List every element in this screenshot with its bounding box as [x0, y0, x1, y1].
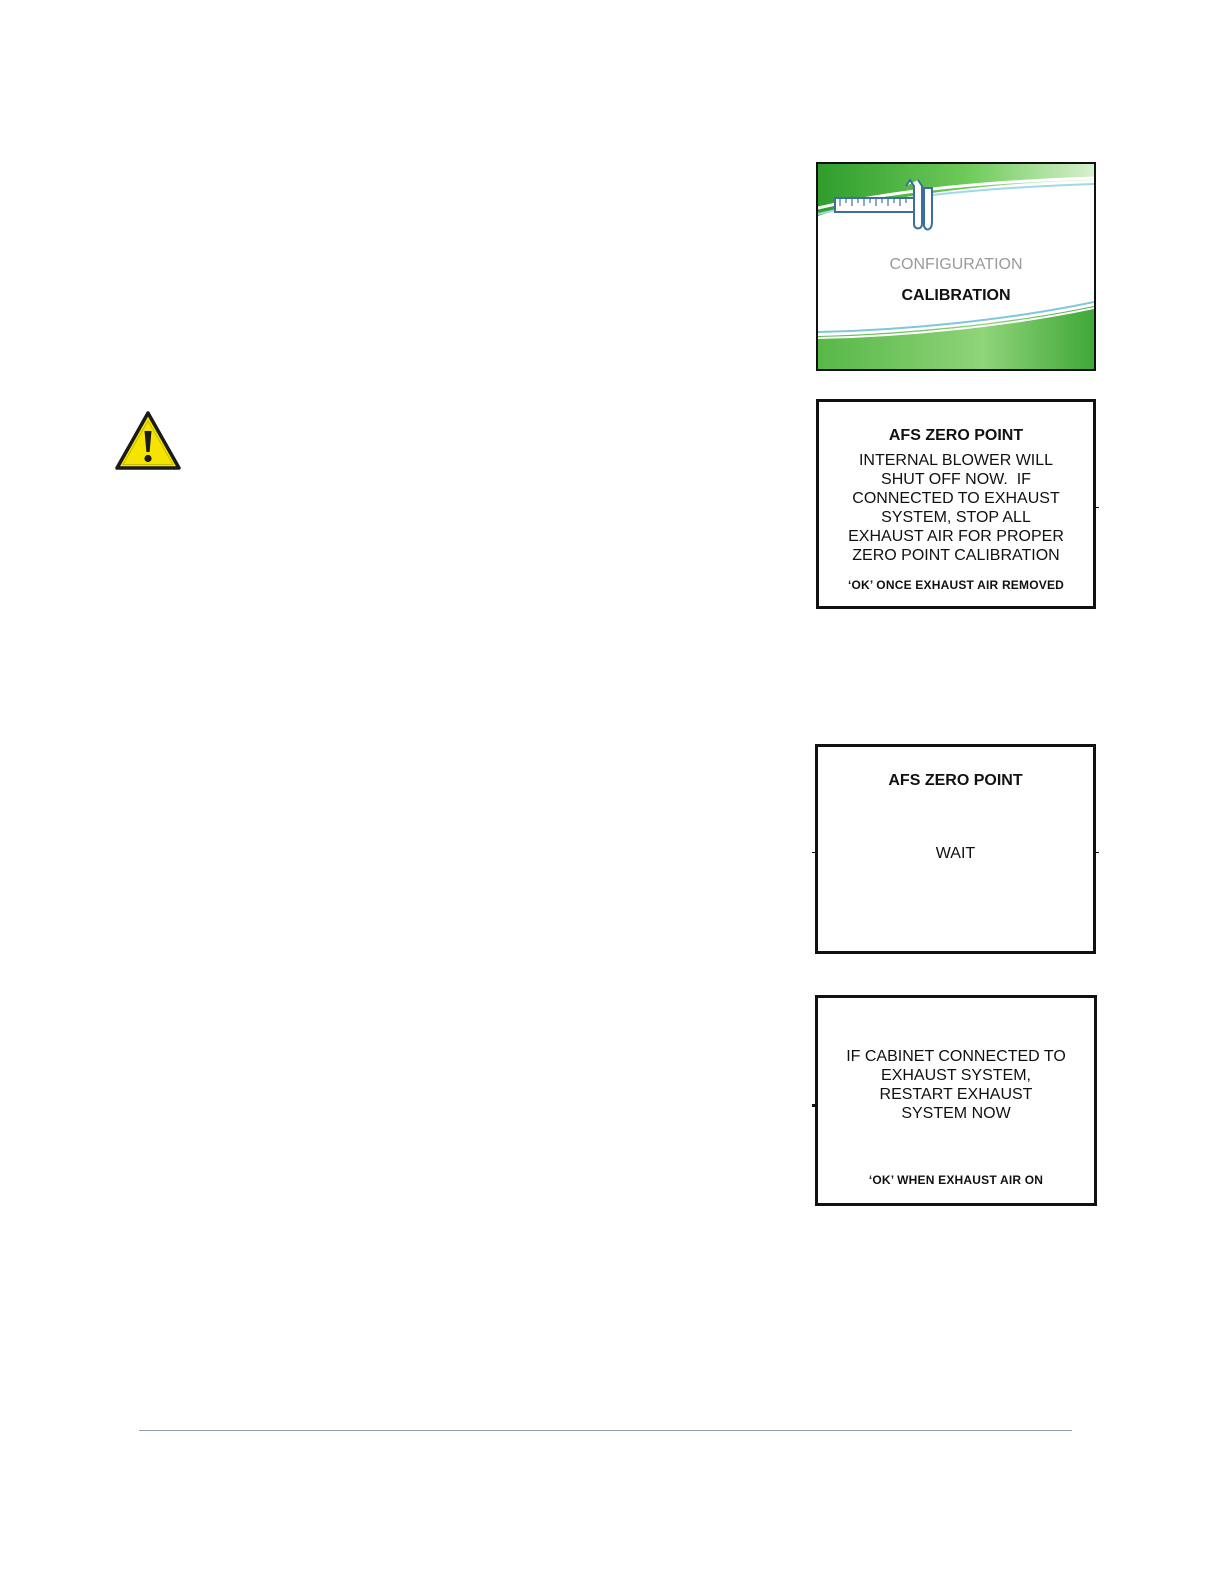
side-tick-mark: [812, 852, 815, 853]
footer-divider: [139, 1430, 1072, 1431]
instruction-line: EXHAUST AIR FOR PROPER: [848, 528, 1064, 545]
calibration-menu-screen: [816, 162, 1096, 371]
instruction-line: SHUT OFF NOW. IF: [881, 471, 1031, 488]
screen-title: AFS ZERO POINT: [888, 427, 1024, 444]
side-tick-mark: [812, 1104, 815, 1107]
instruction-line: SYSTEM, STOP ALL: [881, 509, 1031, 526]
instruction-line: EXHAUST SYSTEM,: [881, 1067, 1031, 1084]
wait-status: WAIT: [935, 845, 976, 862]
instruction-line: RESTART EXHAUST: [879, 1086, 1033, 1103]
menu-item-configuration: CONFIGURATION: [889, 256, 1023, 273]
ok-prompt: ‘OK’ ONCE EXHAUST AIR REMOVED: [847, 578, 1065, 592]
instruction-text: [818, 1047, 1094, 1123]
warning-triangle-icon: [114, 410, 182, 472]
instruction-line: INTERNAL BLOWER WILL: [858, 452, 1054, 469]
instruction-text: [819, 451, 1093, 565]
side-tick-mark: [1096, 507, 1099, 508]
instruction-line: IF CABINET CONNECTED TO: [846, 1048, 1066, 1065]
restart-exhaust-screen: [815, 995, 1097, 1206]
side-tick-mark: [1096, 852, 1099, 853]
instruction-line: ZERO POINT CALIBRATION: [852, 547, 1060, 564]
menu-item-calibration: CALIBRATION: [901, 287, 1011, 304]
afs-zero-point-wait-screen: [815, 744, 1096, 954]
screen-title: AFS ZERO POINT: [888, 772, 1023, 789]
afs-zero-point-instruction-screen: [816, 399, 1096, 609]
caliper-icon: [832, 176, 936, 234]
ok-prompt: ‘OK’ WHEN EXHAUST AIR ON: [868, 1173, 1044, 1187]
instruction-line: CONNECTED TO EXHAUST: [852, 490, 1060, 507]
instruction-line: SYSTEM NOW: [901, 1105, 1011, 1122]
